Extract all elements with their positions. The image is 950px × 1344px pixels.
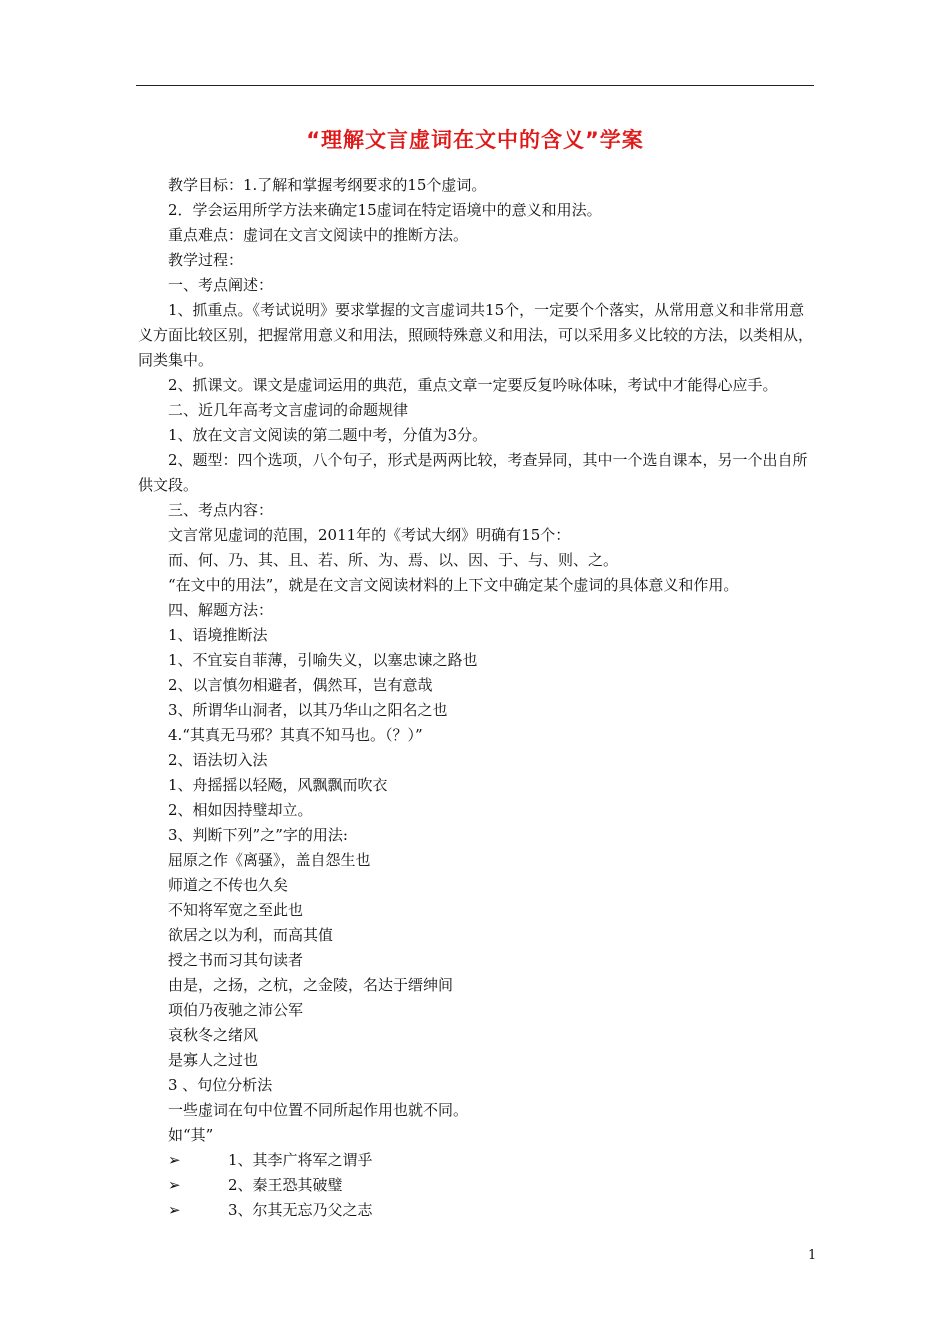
- paragraph: 2、以言慎勿相避者，偶然耳，岂有意哉: [168, 676, 433, 694]
- paragraph: 2、相如因持璧却立。: [168, 801, 313, 819]
- paragraph: 一、考点阐述：: [168, 276, 274, 294]
- bullet-text: 1、其李广将军之谓乎: [228, 1151, 373, 1169]
- paragraph: 1、放在文言文阅读的第二题中考，分值为3分。: [168, 426, 488, 444]
- paragraph: 由是，之扬，之杭，之金陵，名达于缙绅间: [168, 976, 454, 994]
- paragraph: 1、舟摇摇以轻飏，风飘飘而吹衣: [168, 776, 388, 794]
- paragraph: 1、语境推断法: [168, 626, 268, 644]
- arrow-bullet-icon: ➢: [168, 1201, 181, 1219]
- document-body: [138, 173, 816, 1223]
- paragraph: 是寡人之过也: [168, 1051, 259, 1069]
- page-number: 1: [808, 1248, 817, 1263]
- paragraph: 项伯乃夜驰之沛公军: [168, 1001, 304, 1019]
- bullet-text: 2、秦王恐其破璧: [228, 1176, 343, 1194]
- paragraph: 2、题型：四个选项，八个句子，形式是两两比较，考查异同，其中一个选自课本，另一个出自所供文段。: [138, 451, 808, 494]
- paragraph: 3、判断下列”之”字的用法:: [168, 826, 348, 844]
- bullet-text: 3、尔其无忘乃父之志: [228, 1201, 373, 1219]
- paragraph: 2．学会运用所学方法来确定15虚词在特定语境中的意义和用法。: [168, 201, 602, 219]
- paragraph: 四、解题方法：: [168, 601, 274, 619]
- paragraph: “在文中的用法”，就是在文言文阅读材料的上下文中确定某个虚词的具体意义和作用。: [168, 576, 739, 594]
- paragraph: 三、考点内容：: [168, 501, 274, 519]
- paragraph: 而、何、乃、其、且、若、所、为、焉、以、因、于、与、则、之。: [168, 551, 619, 569]
- paragraph: 文言常见虚词的范围，2011年的《考试大纲》明确有15个：: [168, 526, 571, 544]
- bullet-item: [138, 1148, 816, 1173]
- arrow-bullet-icon: ➢: [168, 1151, 181, 1169]
- bullet-item: [138, 1173, 816, 1198]
- paragraph: 2、语法切入法: [168, 751, 268, 769]
- paragraph: 如“其”: [168, 1126, 214, 1144]
- paragraph: 1、抓重点。《考试说明》要求掌握的文言虚词共15个，一定要个个落实，从常用意义和非常用意义方面比较区别，把握常用意义和用法，照顾特殊意义和用法，可以采用多义比较的方法，以类相从，同类集中。: [138, 301, 814, 369]
- paragraph: 屈原之作《离骚》，盖自怨生也: [168, 851, 371, 869]
- paragraph: 教学过程：: [168, 251, 244, 269]
- paragraph: 二、近几年高考文言虚词的命题规律: [168, 401, 409, 419]
- paragraph: 1、不宜妄自菲薄，引喻失义，以塞忠谏之路也: [168, 651, 478, 669]
- paragraph: 3、所谓华山洞者，以其乃华山之阳名之也: [168, 701, 448, 719]
- paragraph: 授之书而习其句读者: [168, 951, 304, 969]
- document-title: “理解文言虚词在文中的含义”学案: [306, 128, 644, 152]
- bullet-list: [138, 1148, 816, 1223]
- paragraph: 不知将军宽之至此也: [168, 901, 304, 919]
- bullet-item: [138, 1198, 816, 1223]
- header-rule: [136, 85, 814, 86]
- paragraph: 2、抓课文。课文是虚词运用的典范，重点文章一定要反复吟咏体味，考试中才能得心应手。: [168, 376, 778, 394]
- paragraph: 哀秋冬之绪风: [168, 1026, 259, 1044]
- paragraph: 4.“其真无马邪？其真不知马也。（？）”: [168, 726, 423, 744]
- paragraph: 教学目标：1.了解和掌握考纲要求的15个虚词。: [168, 176, 487, 194]
- paragraph-list: [138, 173, 816, 1148]
- paragraph: 3 、句位分析法: [168, 1076, 273, 1094]
- arrow-bullet-icon: ➢: [168, 1176, 181, 1194]
- paragraph: 欲居之以为利，而高其值: [168, 926, 334, 944]
- paragraph: 重点难点：虚词在文言文阅读中的推断方法。: [168, 226, 469, 244]
- paragraph: 一些虚词在句中位置不同所起作用也就不同。: [168, 1101, 469, 1119]
- paragraph: 师道之不传也久矣: [168, 876, 289, 894]
